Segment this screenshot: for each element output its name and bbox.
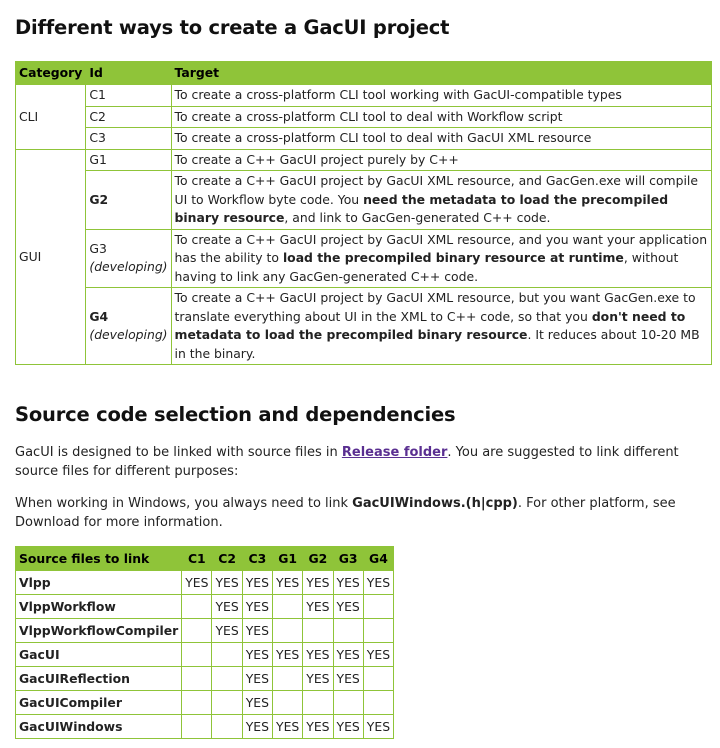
target-g4-bold: don't need to metadata to load the precompiled binary resource bbox=[174, 308, 686, 342]
p2-bold: GacUIWindows.(h|cpp) bbox=[352, 496, 518, 511]
dependency-cell: YES bbox=[363, 643, 393, 667]
dependency-cell: YES bbox=[242, 715, 272, 739]
deps-header-c2: C2 bbox=[212, 547, 242, 571]
dependency-cell: YES bbox=[303, 595, 333, 619]
project-table-header bbox=[16, 62, 712, 85]
category-cli: CLI bbox=[16, 85, 86, 150]
dependency-cell bbox=[273, 667, 303, 691]
paragraph-release bbox=[15, 443, 712, 481]
source-file-name: GacUIReflection bbox=[16, 667, 182, 691]
dependency-cell bbox=[333, 619, 363, 643]
table-row bbox=[16, 643, 394, 667]
dependency-cell: YES bbox=[182, 571, 212, 595]
dependency-cell bbox=[182, 691, 212, 715]
dependency-cell bbox=[212, 643, 242, 667]
source-file-name: Vlpp bbox=[16, 571, 182, 595]
deps-header-g2: G2 bbox=[303, 547, 333, 571]
table-row bbox=[16, 619, 394, 643]
dependency-cell bbox=[212, 691, 242, 715]
target-g4-text-2: . It reduces about 10-20 MB in the binary. bbox=[174, 327, 700, 361]
project-types-table bbox=[15, 61, 712, 365]
table-row-g2 bbox=[16, 171, 712, 230]
dependency-cell: YES bbox=[303, 571, 333, 595]
dependency-cell bbox=[303, 691, 333, 715]
target-c1: To create a cross-platform CLI tool working with GacUI-compatible types bbox=[171, 85, 711, 107]
header-id: Id bbox=[86, 62, 171, 85]
dependency-cell: YES bbox=[273, 715, 303, 739]
dependency-cell: YES bbox=[273, 571, 303, 595]
header-target: Target bbox=[171, 62, 711, 85]
deps-header-g1: G1 bbox=[273, 547, 303, 571]
dependency-cell bbox=[182, 595, 212, 619]
dependency-cell bbox=[182, 643, 212, 667]
dependency-cell: YES bbox=[212, 571, 242, 595]
table-row bbox=[16, 667, 394, 691]
target-g4-text-1: To create a C++ GacUI project by GacUI XML resource, but you want GacGen.exe to translate everything about UI in the XML to C++ code, so that you bbox=[174, 290, 696, 324]
deps-table-header bbox=[16, 547, 394, 571]
target-g3 bbox=[171, 229, 711, 288]
table-row-c1 bbox=[16, 85, 712, 107]
p1-text-before: GacUI is designed to be linked with source files in bbox=[15, 445, 342, 460]
dependency-cell bbox=[273, 619, 303, 643]
table-row bbox=[16, 715, 394, 739]
source-file-name: VlppWorkflow bbox=[16, 595, 182, 619]
target-g2-text-2: , and link to GacGen-generated C++ code. bbox=[284, 210, 551, 225]
dependency-cell bbox=[273, 595, 303, 619]
id-g3 bbox=[86, 229, 171, 288]
target-g2-bold: need the metadata to load the precompiled binary resource bbox=[174, 191, 669, 225]
target-g2 bbox=[171, 171, 711, 230]
dependencies-table bbox=[15, 546, 394, 739]
source-file-name: GacUICompiler bbox=[16, 691, 182, 715]
table-row-g4 bbox=[16, 288, 712, 365]
dependency-cell bbox=[182, 619, 212, 643]
deps-header-c1: C1 bbox=[182, 547, 212, 571]
table-row-c2 bbox=[16, 106, 712, 128]
dependency-cell bbox=[363, 691, 393, 715]
table-row-g1 bbox=[16, 149, 712, 171]
dependency-cell bbox=[363, 595, 393, 619]
dependency-cell bbox=[363, 667, 393, 691]
release-folder-link[interactable]: Release folder bbox=[341, 445, 448, 460]
target-g4 bbox=[171, 288, 711, 365]
dependency-cell: YES bbox=[363, 715, 393, 739]
dependency-cell: YES bbox=[363, 571, 393, 595]
section-title-source: Source code selection and dependencies bbox=[15, 403, 456, 426]
p2-text-before: When working in Windows, you always need to link bbox=[15, 496, 353, 511]
id-g4-note: (developing) bbox=[89, 327, 168, 342]
target-g3-bold: load the precompiled binary resource at runtime bbox=[282, 250, 624, 265]
deps-header-c3: C3 bbox=[242, 547, 272, 571]
id-g2-label: G2 bbox=[89, 191, 109, 207]
dependency-cell: YES bbox=[242, 595, 272, 619]
target-c2: To create a cross-platform CLI tool to deal with Workflow script bbox=[171, 106, 711, 128]
table-row bbox=[16, 571, 394, 595]
header-category: Category bbox=[16, 62, 86, 85]
dependency-cell: YES bbox=[242, 619, 272, 643]
dependency-cell: YES bbox=[242, 667, 272, 691]
p2-text-after: . For other platform, see Download for more information. bbox=[15, 496, 676, 530]
dependency-cell bbox=[182, 667, 212, 691]
deps-header-g4: G4 bbox=[363, 547, 393, 571]
id-c1: C1 bbox=[86, 85, 171, 107]
dependency-cell: YES bbox=[333, 595, 363, 619]
category-gui: GUI bbox=[16, 149, 86, 365]
id-c3: C3 bbox=[86, 128, 171, 150]
id-g2 bbox=[86, 171, 171, 230]
id-g1: G1 bbox=[86, 149, 171, 171]
target-c3: To create a cross-platform CLI tool to deal with GacUI XML resource bbox=[171, 128, 711, 150]
target-g3-text-1: To create a C++ GacUI project by GacUI XML resource, and you want your application has the ability to bbox=[174, 231, 708, 265]
deps-table-body bbox=[16, 571, 394, 739]
dependency-cell: YES bbox=[212, 619, 242, 643]
dependency-cell: YES bbox=[242, 643, 272, 667]
deps-header-g3: G3 bbox=[333, 547, 363, 571]
dependency-cell: YES bbox=[303, 667, 333, 691]
dependency-cell: YES bbox=[333, 667, 363, 691]
table-row bbox=[16, 595, 394, 619]
table-row-g3 bbox=[16, 229, 712, 288]
dependency-cell: YES bbox=[303, 643, 333, 667]
p1-text-after: . You are suggested to link different source files for different purposes: bbox=[15, 445, 679, 479]
source-file-name: VlppWorkflowCompiler bbox=[16, 619, 182, 643]
dependency-cell: YES bbox=[212, 595, 242, 619]
dependency-cell: YES bbox=[333, 715, 363, 739]
table-row bbox=[16, 691, 394, 715]
source-file-name: GacUI bbox=[16, 643, 182, 667]
dependency-cell: YES bbox=[242, 571, 272, 595]
dependency-cell: YES bbox=[242, 691, 272, 715]
deps-header-source: Source files to link bbox=[16, 547, 182, 571]
table-row-c3 bbox=[16, 128, 712, 150]
id-c2: C2 bbox=[86, 106, 171, 128]
dependency-cell bbox=[212, 667, 242, 691]
id-g4 bbox=[86, 288, 171, 365]
dependency-cell bbox=[212, 715, 242, 739]
target-g3-text-2: , without having to link any GacGen-generated C++ code. bbox=[174, 250, 679, 284]
id-g4-label: G4 bbox=[89, 308, 109, 324]
dependency-cell bbox=[182, 715, 212, 739]
target-g1: To create a C++ GacUI project purely by C++ bbox=[171, 149, 711, 171]
paragraph-windows bbox=[15, 494, 712, 532]
dependency-cell: YES bbox=[303, 715, 333, 739]
section-title-ways: Different ways to create a GacUI project bbox=[15, 16, 450, 39]
dependency-cell bbox=[363, 619, 393, 643]
source-file-name: GacUIWindows bbox=[16, 715, 182, 739]
id-g3-note: (developing) bbox=[89, 259, 168, 275]
id-g3-label: G3 bbox=[89, 240, 107, 256]
dependency-cell bbox=[303, 619, 333, 643]
dependency-cell: YES bbox=[333, 643, 363, 667]
dependency-cell bbox=[273, 691, 303, 715]
target-g2-text-1: To create a C++ GacUI project by GacUI XML resource, and GacGen.exe will compile UI to Workflow byte code. You bbox=[174, 173, 699, 207]
dependency-cell: YES bbox=[333, 571, 363, 595]
dependency-cell bbox=[333, 691, 363, 715]
dependency-cell: YES bbox=[273, 643, 303, 667]
